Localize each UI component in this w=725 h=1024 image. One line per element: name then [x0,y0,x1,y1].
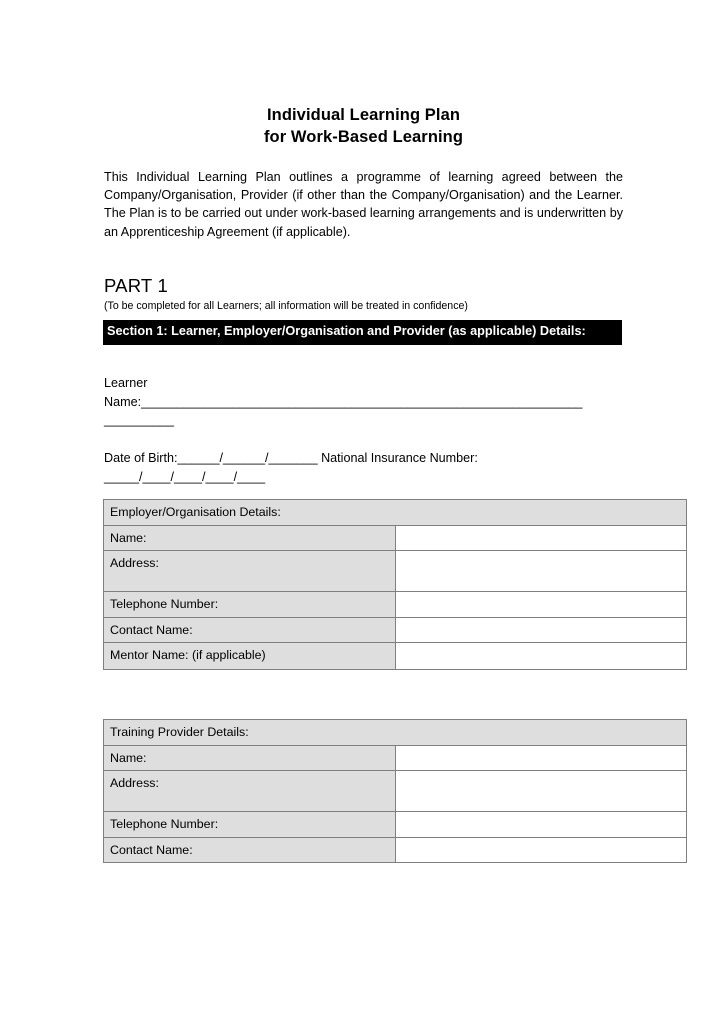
table-row [104,771,687,812]
table-row [104,551,687,592]
employer-address-label: Address: [104,551,396,592]
table-row [104,745,687,771]
training-provider-details-table [103,719,687,863]
provider-name-input[interactable] [395,745,687,771]
employer-table-header: Employer/Organisation Details: [104,500,687,526]
employer-name-label: Name: [104,525,396,551]
employer-telephone-input[interactable] [395,592,687,618]
table-header-row [104,500,687,526]
table-header-row [104,720,687,746]
dob-ni-field [104,449,644,486]
document-title-line-2: for Work-Based Learning [263,128,464,146]
provider-telephone-input[interactable] [395,812,687,838]
provider-table-header: Training Provider Details: [104,720,687,746]
employer-address-input[interactable] [395,551,687,592]
table-row [104,643,687,670]
learner-name-blank: _______________________________________________________________ [141,394,583,409]
table-row [104,525,687,551]
learner-name-entry-line[interactable] [104,393,634,412]
provider-telephone-label: Telephone Number: [104,812,396,838]
provider-name-label: Name: [104,745,396,771]
provider-address-input[interactable] [395,771,687,812]
employer-contact-name-label: Contact Name: [104,617,396,643]
dob-ni-line-1[interactable] [104,449,644,468]
table-row [104,592,687,618]
employer-name-input[interactable] [395,525,687,551]
learner-name-blank-wrap: __________ [104,413,175,428]
section-1-header-bar: Section 1: Learner, Employer/Organisation and Provider (as applicable) Details: [103,320,622,345]
employer-telephone-label: Telephone Number: [104,592,396,618]
ni-label: National Insurance Number: [321,451,478,465]
learner-name-field [104,374,634,430]
table-row [104,837,687,863]
document-title [104,104,623,148]
provider-address-label: Address: [104,771,396,812]
learner-name-label-line-2: Name: [104,394,142,409]
dob-label: Date of Birth: [104,451,178,465]
employer-mentor-name-input[interactable] [395,643,687,670]
dob-blank: ______/______/_______ [177,451,318,465]
table-row [104,812,687,838]
employer-mentor-name-label: Mentor Name: (if applicable) [104,643,396,670]
document-title-line-1: Individual Learning Plan [266,106,461,124]
provider-contact-name-label: Contact Name: [104,837,396,863]
provider-contact-name-input[interactable] [395,837,687,863]
learner-name-label-line-1: Learner [104,376,148,390]
part-heading: PART 1 [104,275,168,296]
part-subtitle: (To be completed for all Learners; all information will be treated in confidence) [104,300,468,312]
employer-organisation-details-table [103,499,687,670]
ni-blank[interactable]: _____/____/____/____/____ [104,469,266,484]
intro-paragraph: This Individual Learning Plan outlines a programme of learning agreed between the Company/Organisation, Provider (if other than the Company/Organisation) and the Learner. The Plan is to be carried out under work-based learning arrangements and is underwritten by an Apprenticeship Agreement (if applicable). [104,169,623,239]
table-row [104,617,687,643]
employer-contact-name-input[interactable] [395,617,687,643]
